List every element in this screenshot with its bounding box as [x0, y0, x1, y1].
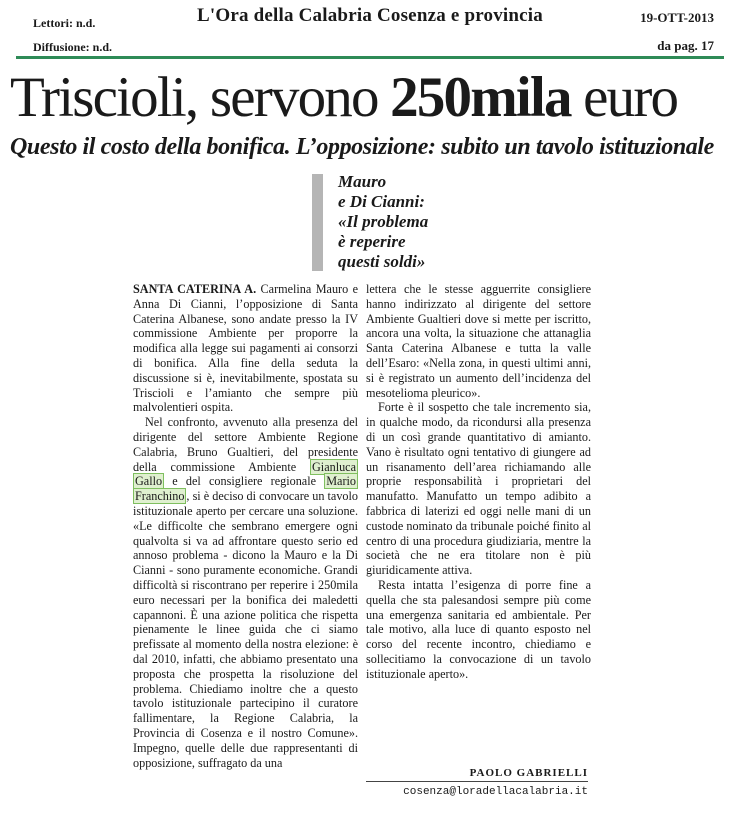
paragraph: lettera che le stesse agguerrite consigliere hanno indirizzato al dirigente del settore Ambiente Gualtieri dove si mette per iscritto, ancora una volta, la situazione che attanaglia Santa Caterina Albanese e tutta la valle dell’Esaro: «Nella zona, in questi ultimi anni, si è registrato un aumento dell’incidenza del mesotelioma pleurico». — [366, 282, 591, 400]
paragraph — [133, 415, 358, 770]
paragraph-text: Nel confronto, avvenuto alla presenza del dirigente del settore Ambiente Regione Calabria, Bruno Gualtieri, del presidente della commissione Ambiente — [133, 415, 358, 474]
headline — [10, 66, 730, 130]
paragraph-text: e del consigliere regionale — [164, 474, 325, 489]
headline-part3: euro — [570, 66, 678, 129]
quote-line: e Di Cianni: — [338, 192, 425, 211]
header-date: 19-OTT-2013 — [640, 10, 714, 25]
quote-line: «Il problema — [338, 212, 429, 231]
highlighted-name: Franchino — [135, 489, 185, 504]
article-column-2 — [366, 282, 591, 682]
highlighted-name: Gianluca — [312, 459, 356, 474]
quote-line: è reperire — [338, 232, 406, 251]
dateline: SANTA CATERINA A. — [133, 282, 257, 296]
paragraph — [133, 282, 358, 415]
byline-rule — [366, 781, 588, 782]
quote-line: questi soldi» — [338, 252, 426, 271]
byline: PAOLO GABRIELLI — [469, 767, 588, 779]
article-column-1 — [133, 282, 358, 770]
headline-amount: 250mila — [390, 66, 571, 129]
header-page: da pag. 17 — [657, 38, 714, 53]
subheadline: Questo il costo della bonifica. L’opposizione: subito un tavolo istituzionale — [10, 134, 714, 160]
publication-title: L'Ora della Calabria Cosenza e provincia — [197, 5, 543, 26]
quote-line: Mauro — [338, 172, 387, 191]
paragraph-text: , si è deciso di convocare un tavolo istituzionale aperto per cercare una soluzione. «Le difficolte che sembrano emergere ogni qualvolta si va ad affrontare questo serio ed annoso problema - dicono la Mauro e la Di Cianni - sono puramente economiche. Grandi difficoltà si riscontrano per reperire i 250mila euro necessari per la bonifica dei maledetti capannoni. È una azione politica che rispetta pienamente le linee guida che ci siamo prefissate al momento della nostra elezione: è dal 2010, infatti, che abbiamo presentato una proposta che prospetta la risoluzione del problema. Chiediamo inoltre che a questo tavolo istituzionale partecipino il curatore fallimentare, la Regione Calabria, la Provincia di Cosenza e il nostro Comune». Impegno, quelle delle due rappresentanti di opposizione, suffragato da una — [133, 489, 358, 770]
pull-quote — [338, 172, 558, 272]
paragraph: Forte è il sospetto che tale incremento sia, in qualche modo, da ricondursi alla presenza di un così grande quantitativo di amianto. Vano è risultato ogni tentativo di giungere ad un risanamento dell’area richiamando alle proprie responsabilità i proprietari del manufatto. Manufatto un tempo adibito a fabbrica di laterizi ed oggi nelle mani di un custode nominato da tribunale poiché finito al centro di una procedura giudiziaria, mentre la società che ne era titolare non è più giuridicamente attiva. — [366, 400, 591, 578]
highlighted-name: Mario — [326, 474, 356, 489]
quote-bar — [312, 174, 323, 271]
header-rule — [16, 56, 724, 59]
headline-part1: Triscioli, servono — [10, 66, 391, 129]
header-lettori: Lettori: n.d. — [33, 16, 96, 30]
header-diffusione: Diffusione: n.d. — [33, 40, 113, 54]
paragraph-text: Carmelina Mauro e Anna Di Cianni, l’opposizione di Santa Caterina Albanese, sono andate presso la IV commissione Ambiente per proporre la modifica alla legge sui pagamenti ai consorzi di bonifica. Alla fine della seduta la discussione si è, inevitabilmente, spostata su Triscioli e l’amianto che sempre più malvolentieri ospita. — [133, 282, 358, 415]
paragraph: Resta intatta l’esigenza di porre fine a quella che sta palesandosi sempre più come una emergenza sanitaria ed ambientale. Per tale motivo, alla luce di quanto esposto nel corso del recente incontro, chiediamo e sollecitiamo la convocazione di un tavolo istituzionale aperto». — [366, 577, 591, 681]
contact-email[interactable]: cosenza@loradellacalabria.it — [403, 786, 588, 798]
highlighted-name: Gallo — [135, 474, 163, 489]
